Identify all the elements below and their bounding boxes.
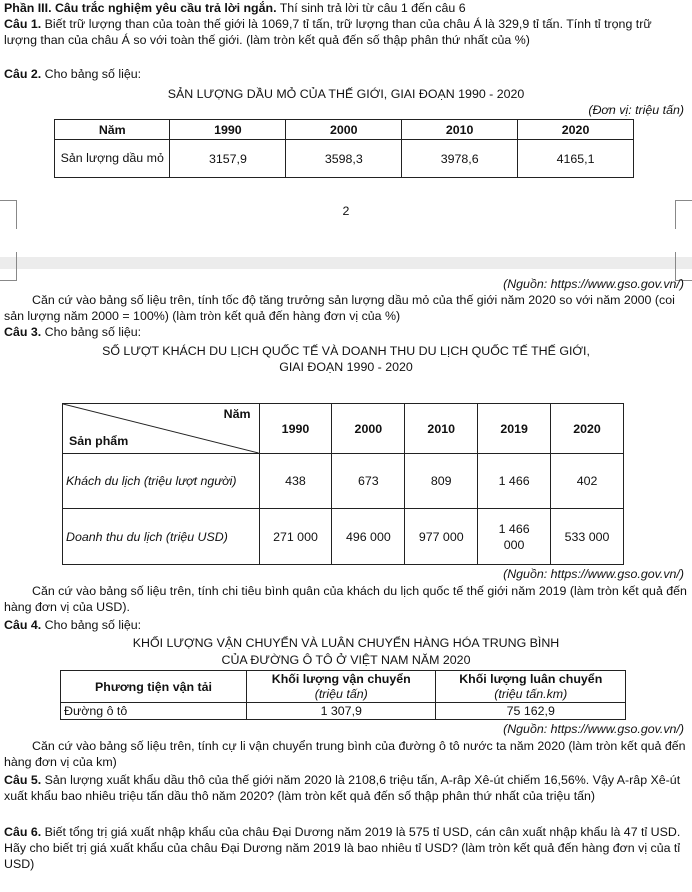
table-cell: 977 000 bbox=[405, 509, 478, 565]
question-3-lead bbox=[4, 324, 688, 340]
part-instruction: Thí sinh trả lời từ câu 1 đến câu 6 bbox=[276, 1, 466, 15]
table-cell: 809 bbox=[405, 454, 478, 509]
q3-source: (Nguồn: https://www.gso.gov.vn/) bbox=[503, 567, 684, 581]
road-transport-table bbox=[60, 670, 626, 720]
question-5-label: Câu 5. bbox=[4, 773, 42, 787]
table-cell: 3978,6 bbox=[402, 140, 518, 178]
table-cell: 3598,3 bbox=[286, 140, 402, 178]
q4-table-title-1: KHỐI LƯỢNG VẬN CHUYỂN VÀ LUÂN CHUYỂN HÀNG HÓA TRUNG BÌNH bbox=[132, 636, 560, 650]
table-cell: 75 162,9 bbox=[436, 703, 626, 720]
table-cell: 533 000 bbox=[551, 509, 624, 565]
year-header: 2010 bbox=[405, 404, 478, 454]
question-2-lead bbox=[4, 66, 688, 82]
table-header-cell: 2000 bbox=[286, 120, 402, 140]
page-corner-mark bbox=[0, 200, 17, 229]
question-3-text: Căn cứ vào bảng số liệu trên, tính chi tiêu bình quân của khách du lịch quốc tế thế giới năm 2019 (làm tròn kết quả đến hàng đơn vị của USD). bbox=[4, 584, 687, 614]
column-header bbox=[61, 671, 247, 703]
column-header-unit: (triệu tấn) bbox=[314, 686, 368, 701]
year-header: 1990 bbox=[259, 404, 332, 454]
page-number: 2 bbox=[342, 204, 350, 218]
year-header: 2000 bbox=[332, 404, 405, 454]
table-cell: 1 466 bbox=[478, 454, 551, 509]
question-5 bbox=[4, 772, 688, 804]
question-6-text: Biết tổng trị giá xuất nhập khẩu của châu Đại Dương năm 2019 là 575 tỉ USD, cán cân xuất nhập khẩu là 47 tỉ USD. Hãy cho biết trị giá xuất khẩu của châu Đại Dương năm 2019 là bao nhiêu tỉ USD? (làm tròn kết quả đến hàng đơn vị của tỉ USD) bbox=[4, 825, 681, 871]
q4-source: (Nguồn: https://www.gso.gov.vn/) bbox=[503, 722, 684, 736]
table-cell: 438 bbox=[259, 454, 332, 509]
q2-unit: (Đơn vị: triệu tấn) bbox=[588, 103, 684, 117]
table-cell: 1 466 000 bbox=[478, 509, 551, 565]
question-4-label: Câu 4. bbox=[4, 618, 42, 632]
oil-production-table bbox=[54, 119, 634, 178]
page-break bbox=[0, 232, 692, 270]
section-heading bbox=[4, 0, 688, 16]
q2-source: (Nguồn: https://www.gso.gov.vn/) bbox=[503, 277, 684, 291]
question-6-label: Câu 6. bbox=[4, 825, 42, 839]
question-5-text: Sản lượng xuất khẩu dầu thô của thế giới năm 2020 là 2108,6 triệu tấn, A-râp Xê-út chiếm 16,56%. Vậy A-râp Xê-út xuất khẩu bao nhiêu triệu tấn dầu thô năm 2020? (làm tròn kết quả đến số thập phân thứ nhất của triệu tấn) bbox=[4, 773, 681, 803]
table-header-cell: Năm bbox=[55, 120, 170, 140]
column-header bbox=[246, 671, 436, 703]
column-header-title: Phương tiện vận tải bbox=[95, 679, 212, 694]
table-header-cell: 2010 bbox=[402, 120, 518, 140]
column-header-title: Khối lượng vận chuyển bbox=[271, 671, 411, 686]
row-label: Doanh thu du lịch (triệu USD) bbox=[63, 509, 260, 565]
question-1-text: Biết trữ lượng than của toàn thế giới là 1069,7 tỉ tấn, trữ lượng than của châu Á là 329,9 tỉ tấn. Tính tỉ trọng trữ lượng than của châu Á so với toàn thế giới. (làm tròn kết quả đến số thập phân thứ nhất của %) bbox=[4, 17, 652, 47]
question-4-text: Căn cứ vào bảng số liệu trên, tính cự li vận chuyển trung bình của đường ô tô nước ta năm 2020 (làm tròn kết quả đến hàng đơn vị của km) bbox=[4, 739, 686, 769]
diagonal-header-cell bbox=[63, 404, 260, 454]
table-cell: 1 307,9 bbox=[246, 703, 436, 720]
corner-product-label: Sản phẩm bbox=[69, 434, 129, 448]
year-header: 2020 bbox=[551, 404, 624, 454]
row-label: Khách du lịch (triệu lượt người) bbox=[63, 454, 260, 509]
row-label: Sản lượng dầu mỏ bbox=[55, 140, 170, 178]
question-4-lead bbox=[4, 617, 688, 633]
q3-table-title-1: SỐ LƯỢT KHÁCH DU LỊCH QUỐC TẾ VÀ DOANH THU DU LỊCH QUỐC TẾ THẾ GIỚI, bbox=[102, 344, 590, 358]
question-1 bbox=[4, 16, 688, 48]
tourism-table bbox=[62, 403, 624, 565]
table-cell: 3157,9 bbox=[170, 140, 286, 178]
question-1-label: Câu 1. bbox=[4, 17, 42, 31]
q2-table-title: SẢN LƯỢNG DẦU MỎ CỦA THẾ GIỚI, GIAI ĐOẠN 1990 - 2020 bbox=[167, 87, 525, 101]
part-heading: Phần III. Câu trắc nghiệm yêu cầu trả lời ngắn. bbox=[4, 1, 277, 15]
row-label: Đường ô tô bbox=[61, 703, 247, 720]
column-header bbox=[436, 671, 626, 703]
year-header: 2019 bbox=[478, 404, 551, 454]
table-cell: 271 000 bbox=[259, 509, 332, 565]
question-3-label: Câu 3. bbox=[4, 325, 42, 339]
question-2-label: Câu 2. bbox=[4, 67, 42, 81]
question-2-lead-text: Cho bảng số liệu: bbox=[41, 67, 142, 81]
q4-table-title-2: CỦA ĐƯỜNG Ô TÔ Ở VIỆT NAM NĂM 2020 bbox=[221, 653, 471, 667]
column-header-unit: (triệu tấn.km) bbox=[494, 686, 568, 701]
page-corner-mark bbox=[675, 200, 692, 229]
table-header-cell: 2020 bbox=[518, 120, 634, 140]
table-cell: 673 bbox=[332, 454, 405, 509]
question-3-lead-text: Cho bảng số liệu: bbox=[41, 325, 142, 339]
table-cell: 496 000 bbox=[332, 509, 405, 565]
table-cell: 402 bbox=[551, 454, 624, 509]
question-2-text: Căn cứ vào bảng số liệu trên, tính tốc độ tăng trưởng sản lượng dầu mỏ của thế giới năm 2020 so với năm 2000 (coi sản lượng năm 2000 = 100%) (làm tròn kết quả đến hàng đơn vị của %) bbox=[4, 293, 675, 323]
page-corner-mark bbox=[0, 252, 17, 281]
column-header-title: Khối lượng luân chuyển bbox=[459, 671, 603, 686]
q3-table-title-2: GIAI ĐOẠN 1990 - 2020 bbox=[279, 360, 413, 374]
question-4-lead-text: Cho bảng số liệu: bbox=[41, 618, 142, 632]
table-header-cell: 1990 bbox=[170, 120, 286, 140]
question-6 bbox=[4, 824, 688, 872]
table-cell: 4165,1 bbox=[518, 140, 634, 178]
corner-year-label: Năm bbox=[223, 407, 251, 421]
page-gap bbox=[0, 257, 692, 269]
